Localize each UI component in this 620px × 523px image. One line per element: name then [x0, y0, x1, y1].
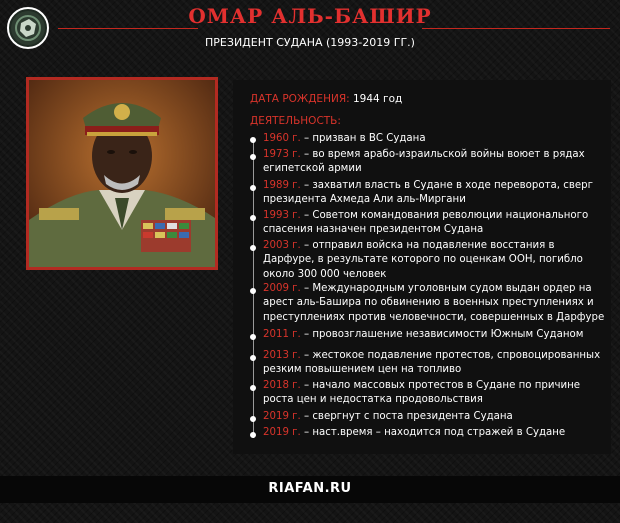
timeline-event: 2019 г. – свергнут с поста президента Судана — [263, 411, 513, 422]
activity-heading: ДЕЯТЕЛЬНОСТЬ: — [250, 115, 341, 127]
timeline-event: 2018 г. – начало массовых протестов в Судане по причине роста цен и недостатка продовольствия — [263, 380, 581, 406]
timeline-event: 2019 г. – наст.время – находится под стражей в Судане — [263, 427, 566, 438]
timeline-dot — [250, 288, 256, 294]
site-link[interactable]: RIAFAN.RU — [268, 481, 352, 496]
timeline-dot — [250, 416, 256, 422]
timeline-event: 1993 г. – Советом командования революции национального спасения назначен президентом Судана — [263, 210, 589, 236]
timeline-dot — [250, 385, 256, 391]
timeline-event: 2003 г. – отправил войска на подавление восстания в Дарфуре, в результате которого по оценкам ООН, погибло около 300 000 человек — [263, 240, 583, 280]
header — [0, 0, 620, 62]
timeline-dot — [250, 334, 256, 340]
birth-label: ДАТА РОЖДЕНИЯ: — [250, 93, 350, 105]
timeline-dot — [250, 245, 256, 251]
page-subtitle: ПРЕЗИДЕНТ СУДАНА (1993-2019 ГГ.) — [205, 36, 415, 49]
birth-date — [250, 93, 402, 105]
info-panel — [233, 80, 611, 454]
timeline-dot — [250, 355, 256, 361]
footer — [0, 476, 620, 503]
timeline-event: 1960 г. – призван в ВС Судана — [263, 133, 426, 144]
timeline-event: 2013 г. – жестокое подавление протестов, спровоцированных резким повышением цен на топливо — [263, 350, 601, 376]
timeline-event: 1973 г. – во время арабо-израильской войны воюет в рядах египетской армии — [263, 149, 585, 175]
timeline-dot — [250, 185, 256, 191]
timeline-event: 2009 г. – Международным уголовным судом выдан ордер на арест аль-Башира по обвинению в военных преступлениях и преступлениях против человечности, совершенных в Дарфуре — [263, 283, 605, 323]
timeline-event: 1989 г. – захватил власть в Судане в ходе переворота, сверг президента Ахмеда Али аль-Миргани — [263, 180, 593, 206]
portrait-image — [26, 77, 218, 270]
title-rule-right — [422, 28, 610, 29]
timeline-dot — [250, 215, 256, 221]
timeline-dot — [250, 432, 256, 438]
timeline-event: 2011 г. – провозглашение независимости Южным Суданом — [263, 329, 584, 340]
timeline-dot — [250, 154, 256, 160]
timeline-dot — [250, 137, 256, 143]
title-rule-left — [58, 28, 198, 29]
birth-value: 1944 год — [353, 93, 403, 105]
page-title: ОМАР АЛЬ-БАШИР — [188, 4, 432, 28]
